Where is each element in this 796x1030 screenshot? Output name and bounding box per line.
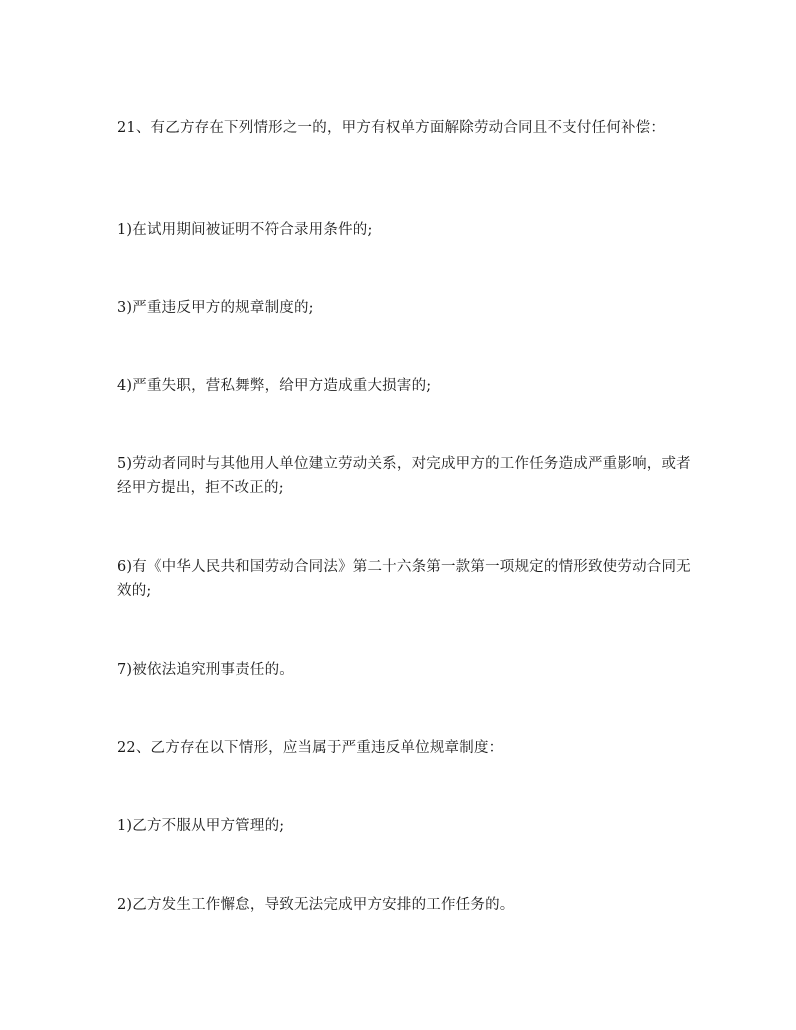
clause-21-item-6: 6)有《中华人民共和国劳动合同法》第二十六条第一款第一项规定的情形致使劳动合同无效的; [117, 559, 691, 599]
clause-21-item-4: 4)严重失职，营私舞弊，给甲方造成重大损害的; [117, 378, 432, 394]
clause-21-intro: 21、有乙方存在下列情形之一的，甲方有权单方面解除劳动合同且不支付任何补偿： [117, 120, 666, 136]
clause-22-item-1: 1)乙方不服从甲方管理的; [117, 818, 285, 834]
clause-22-intro: 22、乙方存在以下情形，应当属于严重违反单位规章制度： [117, 740, 504, 756]
clause-22-item-2: 2)乙方发生工作懈怠，导致无法完成甲方安排的工作任务的。 [117, 897, 515, 913]
clause-21-item-1: 1)在试用期间被证明不符合录用条件的; [117, 222, 373, 238]
clause-21-item-5: 5)劳动者同时与其他用人单位建立劳动关系，对完成甲方的工作任务造成严重影响，或者经甲方提出，拒不改正的; [117, 456, 691, 496]
clause-21-item-3: 3)严重违反甲方的规章制度的; [117, 300, 314, 316]
clause-21-item-7: 7)被依法追究刑事责任的。 [117, 662, 294, 678]
